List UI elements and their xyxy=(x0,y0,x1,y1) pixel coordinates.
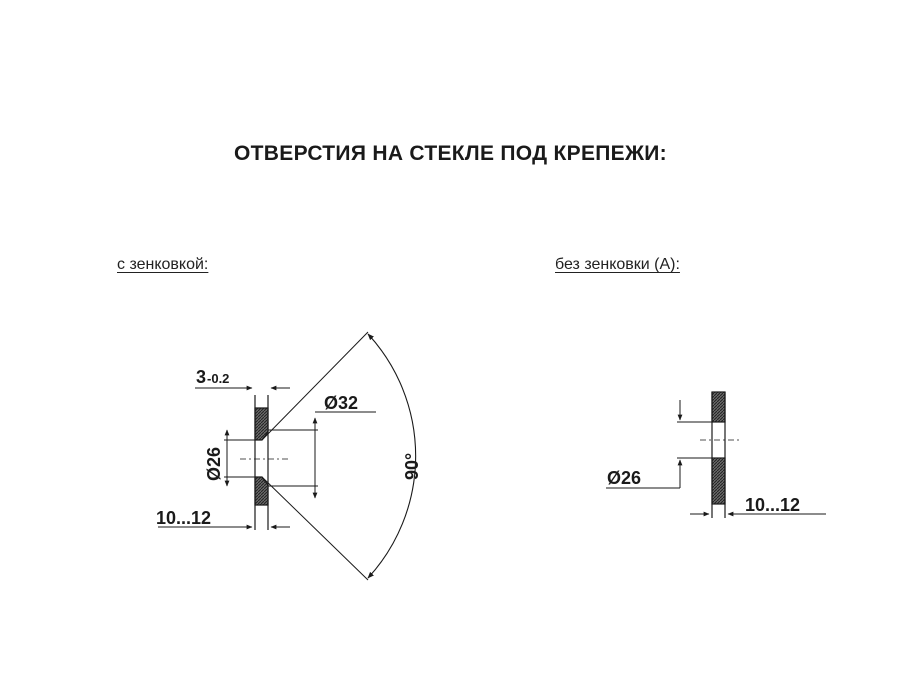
countersink-diameter-label: Ø32 xyxy=(324,393,359,413)
right-glass-thickness-label: 10...12 xyxy=(745,495,801,515)
left-glass-thickness-label: 10...12 xyxy=(156,508,212,528)
countersunk-caption: с зенковкой: xyxy=(117,256,209,273)
glass-section-upper-right xyxy=(712,392,725,422)
thickness-dim-label: 3-0.2 xyxy=(196,367,230,387)
no-countersink-caption: без зенковки (А): xyxy=(555,256,680,273)
right-hole-diameter-label: Ø26 xyxy=(607,468,642,488)
countersink-angle-label: 90° xyxy=(402,452,422,480)
page-title: ОТВЕРСТИЯ НА СТЕКЛЕ ПОД КРЕПЕЖИ: xyxy=(234,142,667,165)
glass-section-lower-right xyxy=(712,458,725,504)
left-hole-diameter-label: Ø26 xyxy=(204,446,224,481)
